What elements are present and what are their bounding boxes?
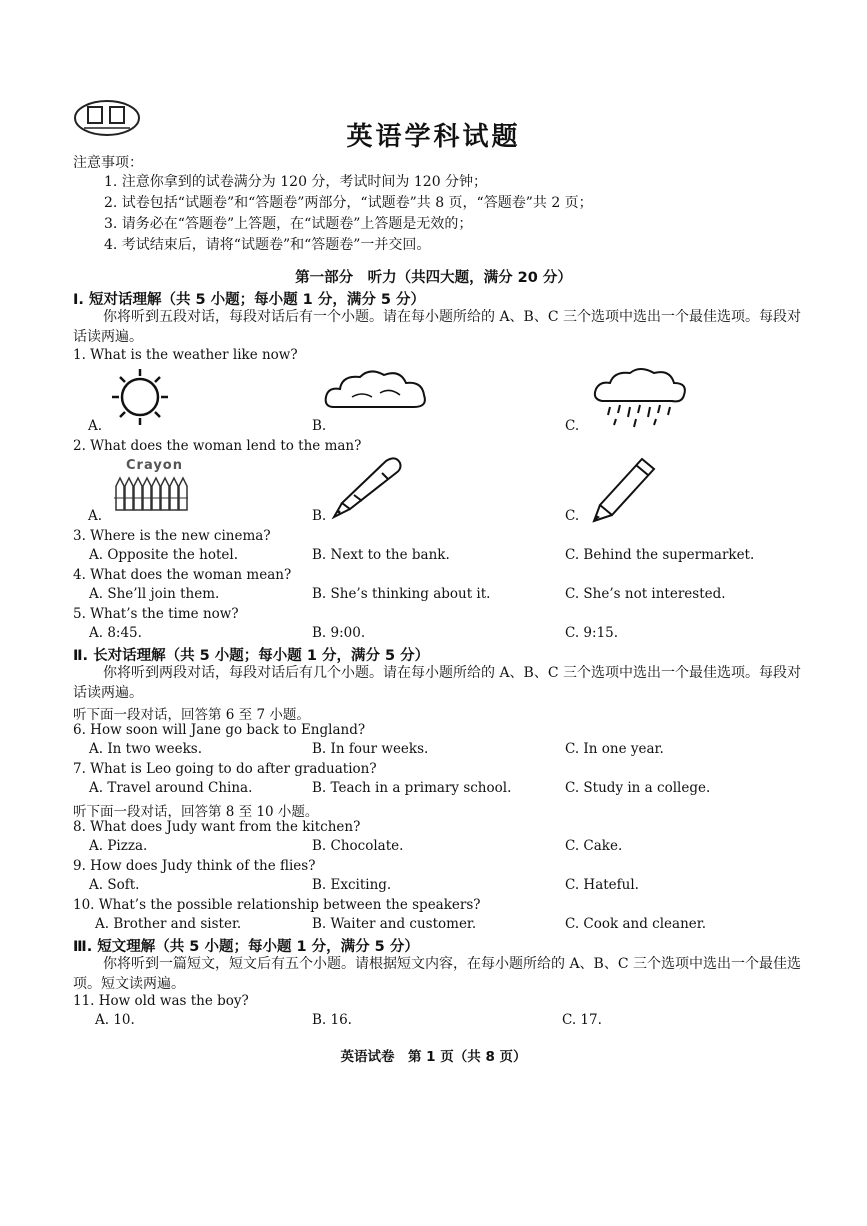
question-9-option-a[interactable]: A. Soft. xyxy=(89,877,140,893)
question-6-option-b[interactable]: B. In four weeks. xyxy=(312,741,429,757)
notice-item: 1. 注意你拿到的试卷满分为 120 分，考试时间为 120 分钟； xyxy=(104,174,488,190)
question-8-stem: 8. What does Judy want from the kitchen? xyxy=(73,819,361,835)
question-2-option-c[interactable]: C. xyxy=(565,508,580,524)
question-1-option-c[interactable]: C. xyxy=(565,418,580,434)
question-2-option-b[interactable]: B. xyxy=(312,508,327,524)
notice-heading: 注意事项： xyxy=(73,155,143,171)
rain-cloud-icon xyxy=(592,367,688,431)
notice-item: 2. 试卷包括“试题卷”和“答题卷”两部分，“试题卷”共 8 页，“答题卷”共 2 页； xyxy=(104,195,593,211)
question-3-option-a[interactable]: A. Opposite the hotel. xyxy=(89,547,239,563)
question-9-option-c[interactable]: C. Hateful. xyxy=(565,877,639,893)
section-two-lead-2: 听下面一段对话，回答第 8 至 10 小题。 xyxy=(73,804,319,820)
section-one-title: Ⅰ. 短对话理解（共 5 小题；每小题 1 分，满分 5 分） xyxy=(73,292,426,308)
crayon-label: Crayon xyxy=(126,458,183,473)
section-three-instructions: 你将听到一篇短文，短文后有五个小题。请根据短文内容，在每小题所给的 A、B、C 三个选项中选出一个最佳选项。短文读两遍。 xyxy=(73,956,802,992)
question-8-option-c[interactable]: C. Cake. xyxy=(565,838,623,854)
question-9-stem: 9. How does Judy think of the flies? xyxy=(73,858,316,874)
question-7-stem: 7. What is Leo going to do after graduation? xyxy=(73,761,377,777)
question-5-option-c[interactable]: C. 9:15. xyxy=(565,625,619,641)
question-11-option-a[interactable]: A. 10. xyxy=(95,1012,135,1028)
question-4-stem: 4. What does the woman mean? xyxy=(73,567,292,583)
question-10-option-a[interactable]: A. Brother and sister. xyxy=(95,916,242,932)
cloud-icon xyxy=(322,367,432,417)
section-two-title: Ⅱ. 长对话理解（共 5 小题；每小题 1 分，满分 5 分） xyxy=(73,648,430,664)
notice-list xyxy=(104,172,593,256)
question-11-option-c[interactable]: C. 17. xyxy=(562,1012,602,1028)
pen-icon xyxy=(326,455,406,525)
section-two-instructions: 你将听到两段对话，每段对话后有几个小题。请在每小题所给的 A、B、C 三个选项中选出一个最佳选项。每段对话读两遍。 xyxy=(73,665,802,701)
question-3-option-b[interactable]: B. Next to the bank. xyxy=(312,547,450,563)
question-5-stem: 5. What’s the time now? xyxy=(73,606,239,622)
question-11-option-b[interactable]: B. 16. xyxy=(312,1012,352,1028)
sun-icon xyxy=(102,367,178,427)
question-3-stem: 3. Where is the new cinema? xyxy=(73,528,271,544)
pencil-icon xyxy=(590,455,660,525)
question-9-option-b[interactable]: B. Exciting. xyxy=(312,877,392,893)
question-1-option-a[interactable]: A. xyxy=(88,418,103,434)
crayons-icon xyxy=(112,474,190,512)
question-10-stem: 10. What’s the possible relationship between the speakers? xyxy=(73,897,481,913)
question-4-option-a[interactable]: A. She’ll join them. xyxy=(89,586,220,602)
part-one-title: 第一部分 听力（共四大题，满分 20 分） xyxy=(295,270,572,286)
question-2-stem: 2. What does the woman lend to the man? xyxy=(73,438,362,454)
question-2-option-a[interactable]: A. xyxy=(88,508,103,524)
question-5-option-a[interactable]: A. 8:45. xyxy=(89,625,142,641)
page-footer: 英语试卷 第 1 页（共 8 页） xyxy=(340,1049,527,1065)
question-7-option-c[interactable]: C. Study in a college. xyxy=(565,780,711,796)
exam-title: 英语学科试题 xyxy=(346,122,521,152)
section-three-title: Ⅲ. 短文理解（共 5 小题；每小题 1 分，满分 5 分） xyxy=(73,939,419,955)
question-8-option-b[interactable]: B. Chocolate. xyxy=(312,838,404,854)
question-4-option-c[interactable]: C. She’s not interested. xyxy=(565,586,726,602)
question-8-option-a[interactable]: A. Pizza. xyxy=(89,838,148,854)
question-10-option-b[interactable]: B. Waiter and customer. xyxy=(312,916,477,932)
question-11-stem: 11. How old was the boy? xyxy=(73,993,249,1009)
question-3-option-c[interactable]: C. Behind the supermarket. xyxy=(565,547,755,563)
question-5-option-b[interactable]: B. 9:00. xyxy=(312,625,366,641)
notice-item: 3. 请务必在“答题卷”上答题，在“试题卷”上答题是无效的； xyxy=(104,216,473,232)
question-7-option-b[interactable]: B. Teach in a primary school. xyxy=(312,780,512,796)
section-one-instructions: 你将听到五段对话，每段对话后有一个小题。请在每小题所给的 A、B、C 三个选项中选出一个最佳选项。每段对话读两遍。 xyxy=(73,309,802,345)
question-6-stem: 6. How soon will Jane go back to England? xyxy=(73,722,366,738)
question-1-stem: 1. What is the weather like now? xyxy=(73,347,298,363)
question-1-option-b[interactable]: B. xyxy=(312,418,327,434)
notice-item: 4. 考试结束后，请将“试题卷”和“答题卷”一并交回。 xyxy=(104,237,431,253)
section-two-lead-1: 听下面一段对话，回答第 6 至 7 小题。 xyxy=(73,707,310,723)
question-6-option-c[interactable]: C. In one year. xyxy=(565,741,664,757)
question-6-option-a[interactable]: A. In two weeks. xyxy=(89,741,202,757)
question-10-option-c[interactable]: C. Cook and cleaner. xyxy=(565,916,707,932)
question-4-option-b[interactable]: B. She’s thinking about it. xyxy=(312,586,491,602)
question-7-option-a[interactable]: A. Travel around China. xyxy=(89,780,253,796)
